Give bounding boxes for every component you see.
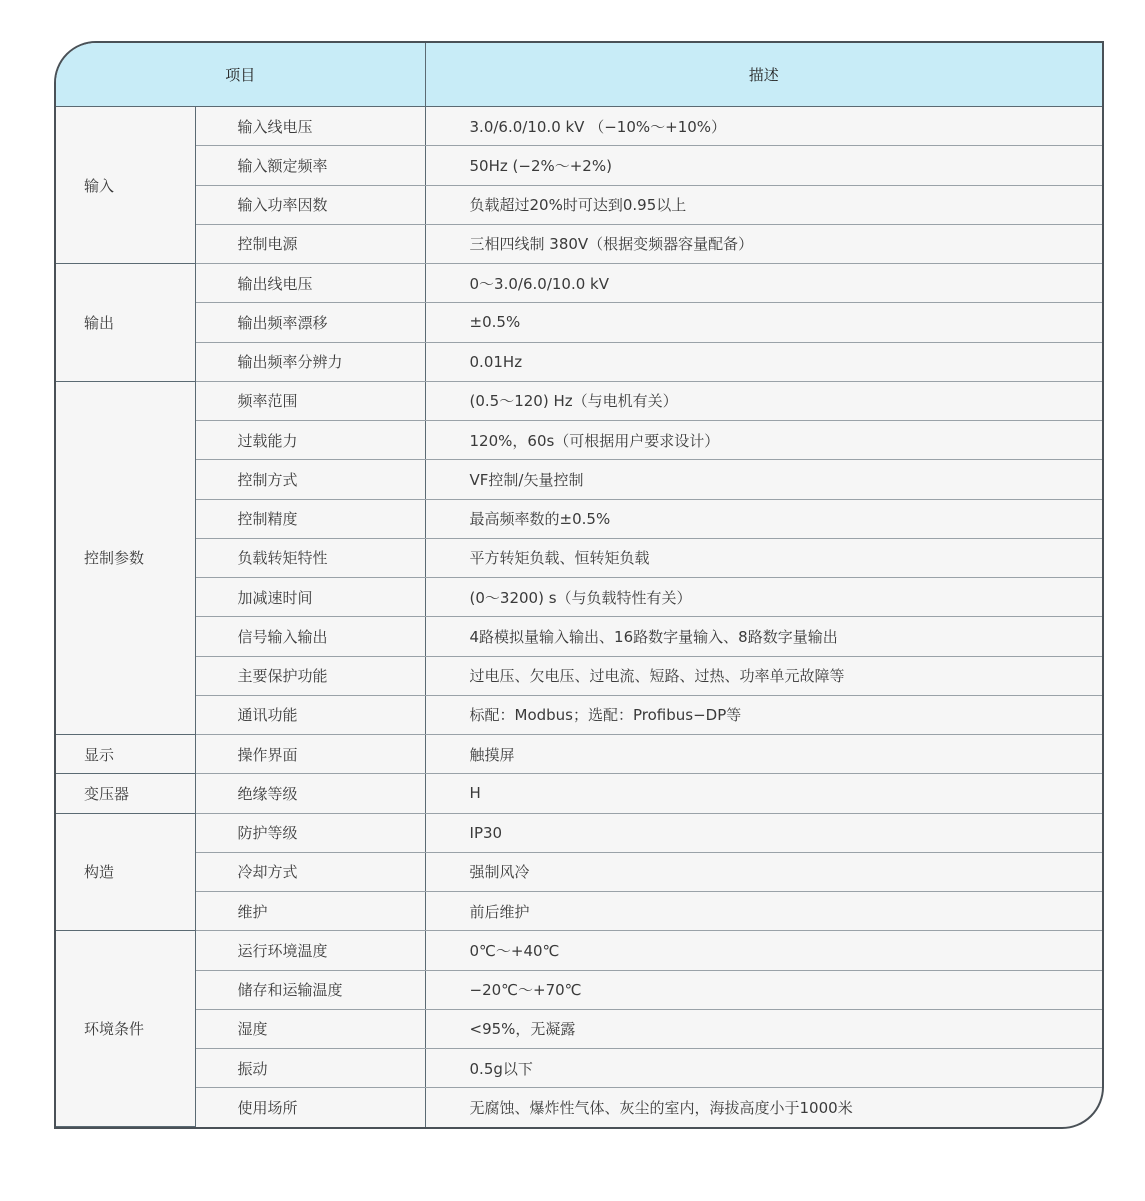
item-cell: 绝缘等级 (195, 774, 425, 813)
table-row (56, 735, 1102, 774)
item-cell: 控制方式 (195, 460, 425, 499)
description-cell: 标配：Modbus；选配：Profibus−DP等 (425, 695, 1102, 734)
description-cell: 0.01Hz (425, 342, 1102, 381)
table-row (56, 578, 1102, 617)
table-row (56, 892, 1102, 931)
description-cell: 强制风冷 (425, 852, 1102, 891)
description-cell: 过电压、欠电压、过电流、短路、过热、功率单元故障等 (425, 656, 1102, 695)
category-cell: 环境条件 (56, 931, 195, 1127)
item-cell: 运行环境温度 (195, 931, 425, 970)
description-cell: <95%，无凝露 (425, 1009, 1102, 1048)
item-cell: 加减速时间 (195, 578, 425, 617)
table-row (56, 499, 1102, 538)
item-cell: 输入额定频率 (195, 146, 425, 185)
description-cell: 负载超过20%时可达到0.95以上 (425, 185, 1102, 224)
item-cell: 振动 (195, 1049, 425, 1088)
item-cell: 控制电源 (195, 224, 425, 263)
description-cell: 无腐蚀、爆炸性气体、灰尘的室内，海拔高度小于1000米 (469, 1098, 853, 1117)
header-item: 项目 (56, 43, 425, 107)
item-cell: 过载能力 (195, 421, 425, 460)
table-row (56, 342, 1102, 381)
table-row (56, 617, 1102, 656)
item-cell: 频率范围 (195, 381, 425, 420)
table-row (56, 1088, 1102, 1127)
spec-table (56, 43, 1102, 1127)
description-cell: 0～3.0/6.0/10.0 kV (425, 264, 1102, 303)
description-cell: 0.5g以下 (425, 1049, 1102, 1088)
item-cell: 冷却方式 (195, 852, 425, 891)
item-cell: 主要保护功能 (195, 656, 425, 695)
category-cell: 输出 (56, 264, 195, 382)
header-description: 描述 (425, 43, 1102, 107)
description-cell: ±0.5% (425, 303, 1102, 342)
header-row (56, 43, 1102, 107)
description-cell: 三相四线制 380V（根据变频器容量配备） (425, 224, 1102, 263)
description-cell: 3.0/6.0/10.0 kV （−10%～+10%） (425, 107, 1102, 146)
item-cell: 输出频率分辨力 (195, 342, 425, 381)
item-cell: 通讯功能 (195, 695, 425, 734)
description-cell: 120%，60s（可根据用户要求设计） (425, 421, 1102, 460)
spec-table-frame (54, 41, 1104, 1129)
item-cell: 使用场所 (195, 1088, 425, 1127)
category-cell: 显示 (56, 735, 195, 774)
category-cell: 输入 (56, 107, 195, 264)
table-row (56, 421, 1102, 460)
category-cell: 变压器 (56, 774, 195, 813)
description-cell: 最高频率数的±0.5% (425, 499, 1102, 538)
description-cell: 0℃～+40℃ (425, 931, 1102, 970)
description-cell: IP30 (425, 813, 1102, 852)
item-cell: 储存和运输温度 (195, 970, 425, 1009)
item-cell: 输入线电压 (195, 107, 425, 146)
table-row (56, 656, 1102, 695)
table-row (56, 695, 1102, 734)
item-cell: 湿度 (195, 1009, 425, 1048)
item-cell: 输入功率因数 (195, 185, 425, 224)
category-cell: 控制参数 (56, 381, 195, 734)
table-body (56, 107, 1102, 1127)
table-row (56, 107, 1102, 146)
item-cell: 维护 (195, 892, 425, 931)
description-cell: 4路模拟量输入输出、16路数字量输入、8路数字量输出 (425, 617, 1102, 656)
description-cell: (0.5～120) Hz（与电机有关） (425, 381, 1102, 420)
table-row (56, 970, 1102, 1009)
table-row (56, 303, 1102, 342)
item-cell: 操作界面 (195, 735, 425, 774)
item-cell: 输出线电压 (195, 264, 425, 303)
item-cell: 负载转矩特性 (195, 538, 425, 577)
description-cell: 平方转矩负载、恒转矩负载 (425, 538, 1102, 577)
description-cell: 50Hz (−2%～+2%) (425, 146, 1102, 185)
table-row (56, 460, 1102, 499)
table-row (56, 1009, 1102, 1048)
table-row (56, 774, 1102, 813)
table-row (56, 852, 1102, 891)
item-cell: 信号输入输出 (195, 617, 425, 656)
item-cell: 输出频率漂移 (195, 303, 425, 342)
table-header (56, 43, 1102, 107)
description-cell: 前后维护 (425, 892, 1102, 931)
table-row (56, 224, 1102, 263)
table-row (56, 185, 1102, 224)
description-cell: (0～3200) s（与负载特性有关） (425, 578, 1102, 617)
description-cell: H (425, 774, 1102, 813)
table-row (56, 813, 1102, 852)
item-cell: 防护等级 (195, 813, 425, 852)
category-cell: 构造 (56, 813, 195, 931)
table-row (56, 538, 1102, 577)
table-row (56, 381, 1102, 420)
item-cell: 控制精度 (195, 499, 425, 538)
table-row (56, 931, 1102, 970)
description-cell: −20℃～+70℃ (425, 970, 1102, 1009)
description-cell: VF控制/矢量控制 (425, 460, 1102, 499)
table-row (56, 264, 1102, 303)
table-row (56, 1049, 1102, 1088)
table-row (56, 146, 1102, 185)
description-cell: 触摸屏 (425, 735, 1102, 774)
